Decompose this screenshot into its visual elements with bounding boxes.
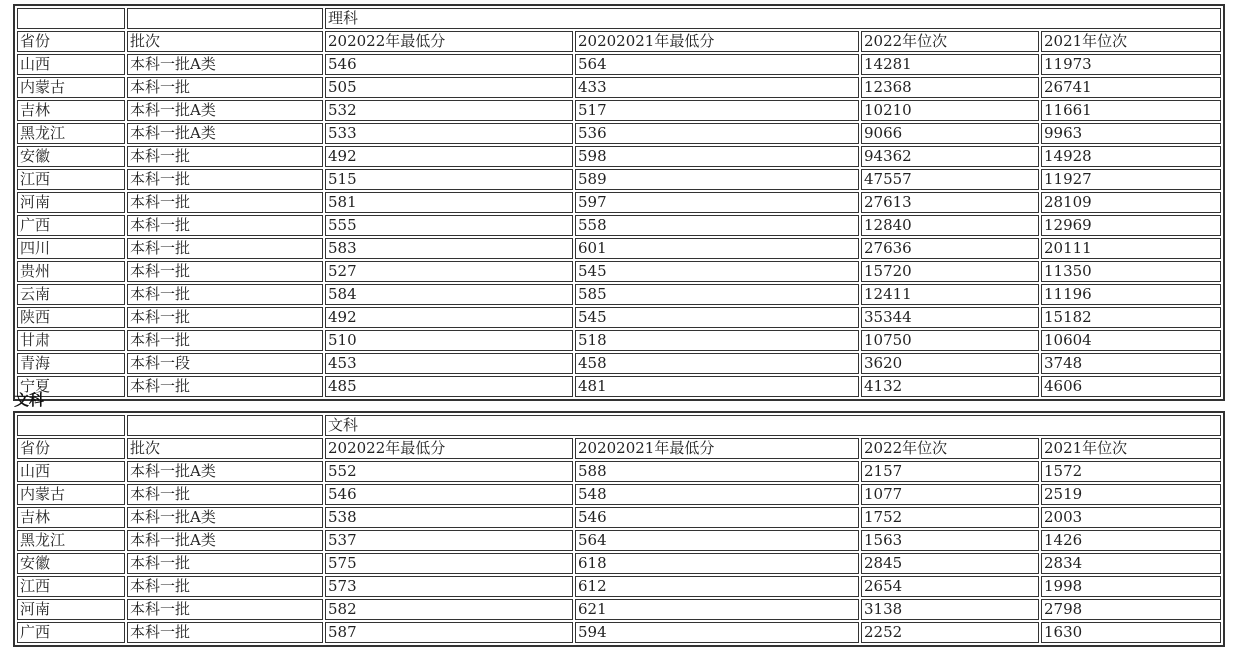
table-cell: 582	[325, 599, 573, 620]
table-cell: 内蒙古	[17, 77, 125, 98]
table-title-empty-cell	[127, 8, 323, 29]
table-cell: 1563	[861, 530, 1039, 551]
table-cell: 492	[325, 146, 573, 167]
table-cell: 621	[575, 599, 859, 620]
table-title: 理科	[325, 8, 1221, 29]
table-cell: 453	[325, 353, 573, 374]
column-header: 批次	[127, 438, 323, 459]
table-cell: 11196	[1041, 284, 1221, 305]
table-cell: 本科一批	[127, 192, 323, 213]
table-cell: 1572	[1041, 461, 1221, 482]
table-row	[17, 238, 1221, 259]
science-score-table-wrap	[13, 4, 1225, 401]
table-cell: 本科一批A类	[127, 530, 323, 551]
table-cell: 545	[575, 307, 859, 328]
table-cell: 2654	[861, 576, 1039, 597]
table-cell: 1998	[1041, 576, 1221, 597]
table-cell: 3620	[861, 353, 1039, 374]
table-title-empty-cell	[17, 8, 125, 29]
table-cell: 四川	[17, 238, 125, 259]
table-row	[17, 261, 1221, 282]
table-cell: 492	[325, 307, 573, 328]
table-cell: 3138	[861, 599, 1039, 620]
table-row	[17, 507, 1221, 528]
table-cell: 本科一批	[127, 77, 323, 98]
table-cell: 546	[325, 54, 573, 75]
table-cell: 贵州	[17, 261, 125, 282]
table-cell: 20111	[1041, 238, 1221, 259]
table-cell: 本科一批	[127, 307, 323, 328]
table-row	[17, 146, 1221, 167]
table-cell: 12411	[861, 284, 1039, 305]
table-cell: 4606	[1041, 376, 1221, 397]
table-cell: 3748	[1041, 353, 1221, 374]
column-header: 20202021年最低分	[575, 438, 859, 459]
table-row	[17, 353, 1221, 374]
table-cell: 552	[325, 461, 573, 482]
arts-score-table-wrap	[13, 411, 1225, 647]
table-cell: 481	[575, 376, 859, 397]
table-cell: 573	[325, 576, 573, 597]
table-cell: 本科一批	[127, 215, 323, 236]
table-cell: 2834	[1041, 553, 1221, 574]
table-cell: 575	[325, 553, 573, 574]
table-cell: 28109	[1041, 192, 1221, 213]
table-cell: 2157	[861, 461, 1039, 482]
table-cell: 本科一批	[127, 576, 323, 597]
table-cell: 11350	[1041, 261, 1221, 282]
table-row	[17, 484, 1221, 505]
table-cell: 河南	[17, 192, 125, 213]
table-cell: 538	[325, 507, 573, 528]
table-row	[17, 123, 1221, 144]
table-row	[17, 307, 1221, 328]
table-cell: 2798	[1041, 599, 1221, 620]
table-row	[17, 169, 1221, 190]
table-cell: 14928	[1041, 146, 1221, 167]
table-cell: 533	[325, 123, 573, 144]
table-cell: 宁夏	[17, 376, 125, 397]
table-cell: 537	[325, 530, 573, 551]
table-cell: 云南	[17, 284, 125, 305]
table-cell: 本科一批	[127, 330, 323, 351]
table-cell: 本科一批	[127, 169, 323, 190]
table-cell: 1077	[861, 484, 1039, 505]
table-cell: 598	[575, 146, 859, 167]
table-cell: 505	[325, 77, 573, 98]
table-cell: 1752	[861, 507, 1039, 528]
science-table-body	[17, 8, 1221, 397]
table-title-empty-cell	[17, 415, 125, 436]
table-header-row	[17, 31, 1221, 52]
table-cell: 518	[575, 330, 859, 351]
table-cell: 618	[575, 553, 859, 574]
table-row	[17, 599, 1221, 620]
table-cell: 12840	[861, 215, 1039, 236]
table-cell: 本科一批A类	[127, 507, 323, 528]
table-cell: 4132	[861, 376, 1039, 397]
table-cell: 546	[575, 507, 859, 528]
table-cell: 黑龙江	[17, 123, 125, 144]
table-cell: 1426	[1041, 530, 1221, 551]
table-cell: 甘肃	[17, 330, 125, 351]
table-cell: 564	[575, 530, 859, 551]
table-cell: 10750	[861, 330, 1039, 351]
table-cell: 黑龙江	[17, 530, 125, 551]
table-cell: 12368	[861, 77, 1039, 98]
table-row	[17, 461, 1221, 482]
table-cell: 青海	[17, 353, 125, 374]
table-cell: 12969	[1041, 215, 1221, 236]
table-title-row	[17, 8, 1221, 29]
table-cell: 27636	[861, 238, 1039, 259]
table-cell: 581	[325, 192, 573, 213]
table-cell: 517	[575, 100, 859, 121]
table-title: 文科	[325, 415, 1221, 436]
table-row	[17, 376, 1221, 397]
table-cell: 本科一段	[127, 353, 323, 374]
table-row	[17, 215, 1221, 236]
table-row	[17, 54, 1221, 75]
table-cell: 27613	[861, 192, 1039, 213]
table-cell: 内蒙古	[17, 484, 125, 505]
table-cell: 585	[575, 284, 859, 305]
table-row	[17, 553, 1221, 574]
table-cell: 9963	[1041, 123, 1221, 144]
table-cell: 548	[575, 484, 859, 505]
table-cell: 458	[575, 353, 859, 374]
table-cell: 527	[325, 261, 573, 282]
table-cell: 吉林	[17, 507, 125, 528]
table-cell: 本科一批	[127, 622, 323, 643]
table-cell: 陕西	[17, 307, 125, 328]
table-header-row	[17, 438, 1221, 459]
table-cell: 601	[575, 238, 859, 259]
table-cell: 558	[575, 215, 859, 236]
science-score-table	[13, 4, 1225, 401]
table-cell: 589	[575, 169, 859, 190]
table-cell: 11927	[1041, 169, 1221, 190]
table-cell: 15720	[861, 261, 1039, 282]
column-header: 2021年位次	[1041, 31, 1221, 52]
table-cell: 本科一批	[127, 146, 323, 167]
table-cell: 安徽	[17, 553, 125, 574]
table-cell: 本科一批A类	[127, 123, 323, 144]
table-cell: 本科一批	[127, 376, 323, 397]
table-cell: 26741	[1041, 77, 1221, 98]
table-cell: 594	[575, 622, 859, 643]
table-cell: 555	[325, 215, 573, 236]
table-cell: 2003	[1041, 507, 1221, 528]
table-title-row	[17, 415, 1221, 436]
table-row	[17, 284, 1221, 305]
table-cell: 吉林	[17, 100, 125, 121]
table-cell: 47557	[861, 169, 1039, 190]
arts-table-body	[17, 415, 1221, 643]
table-cell: 546	[325, 484, 573, 505]
table-cell: 安徽	[17, 146, 125, 167]
table-row	[17, 576, 1221, 597]
column-header: 20202021年最低分	[575, 31, 859, 52]
table-cell: 9066	[861, 123, 1039, 144]
column-header: 202022年最低分	[325, 438, 573, 459]
table-cell: 2519	[1041, 484, 1221, 505]
section-label-wenke: 文科	[14, 391, 45, 409]
table-cell: 山西	[17, 461, 125, 482]
table-cell: 1630	[1041, 622, 1221, 643]
table-cell: 564	[575, 54, 859, 75]
table-cell: 河南	[17, 599, 125, 620]
column-header: 省份	[17, 31, 125, 52]
table-cell: 广西	[17, 215, 125, 236]
table-cell: 本科一批A类	[127, 461, 323, 482]
column-header: 批次	[127, 31, 323, 52]
table-cell: 11661	[1041, 100, 1221, 121]
table-cell: 584	[325, 284, 573, 305]
table-cell: 536	[575, 123, 859, 144]
table-cell: 本科一批A类	[127, 54, 323, 75]
table-cell: 35344	[861, 307, 1039, 328]
table-title-empty-cell	[127, 415, 323, 436]
table-cell: 545	[575, 261, 859, 282]
table-cell: 本科一批	[127, 599, 323, 620]
column-header: 2022年位次	[861, 438, 1039, 459]
column-header: 2022年位次	[861, 31, 1039, 52]
table-cell: 本科一批	[127, 238, 323, 259]
table-cell: 本科一批A类	[127, 100, 323, 121]
table-cell: 14281	[861, 54, 1039, 75]
column-header: 省份	[17, 438, 125, 459]
table-cell: 433	[575, 77, 859, 98]
table-cell: 本科一批	[127, 484, 323, 505]
table-row	[17, 100, 1221, 121]
table-cell: 本科一批	[127, 261, 323, 282]
table-row	[17, 192, 1221, 213]
table-cell: 江西	[17, 169, 125, 190]
table-cell: 江西	[17, 576, 125, 597]
table-cell: 15182	[1041, 307, 1221, 328]
arts-score-table	[13, 411, 1225, 647]
table-cell: 10210	[861, 100, 1039, 121]
table-cell: 10604	[1041, 330, 1221, 351]
table-cell: 2845	[861, 553, 1039, 574]
table-cell: 山西	[17, 54, 125, 75]
table-cell: 597	[575, 192, 859, 213]
table-row	[17, 77, 1221, 98]
table-cell: 588	[575, 461, 859, 482]
table-cell: 510	[325, 330, 573, 351]
table-cell: 612	[575, 576, 859, 597]
table-cell: 532	[325, 100, 573, 121]
table-cell: 广西	[17, 622, 125, 643]
table-cell: 本科一批	[127, 284, 323, 305]
table-row	[17, 330, 1221, 351]
table-cell: 2252	[861, 622, 1039, 643]
table-row	[17, 530, 1221, 551]
table-cell: 515	[325, 169, 573, 190]
table-cell: 11973	[1041, 54, 1221, 75]
column-header: 2021年位次	[1041, 438, 1221, 459]
table-cell: 本科一批	[127, 553, 323, 574]
table-cell: 94362	[861, 146, 1039, 167]
table-cell: 587	[325, 622, 573, 643]
table-cell: 485	[325, 376, 573, 397]
column-header: 202022年最低分	[325, 31, 573, 52]
table-cell: 583	[325, 238, 573, 259]
